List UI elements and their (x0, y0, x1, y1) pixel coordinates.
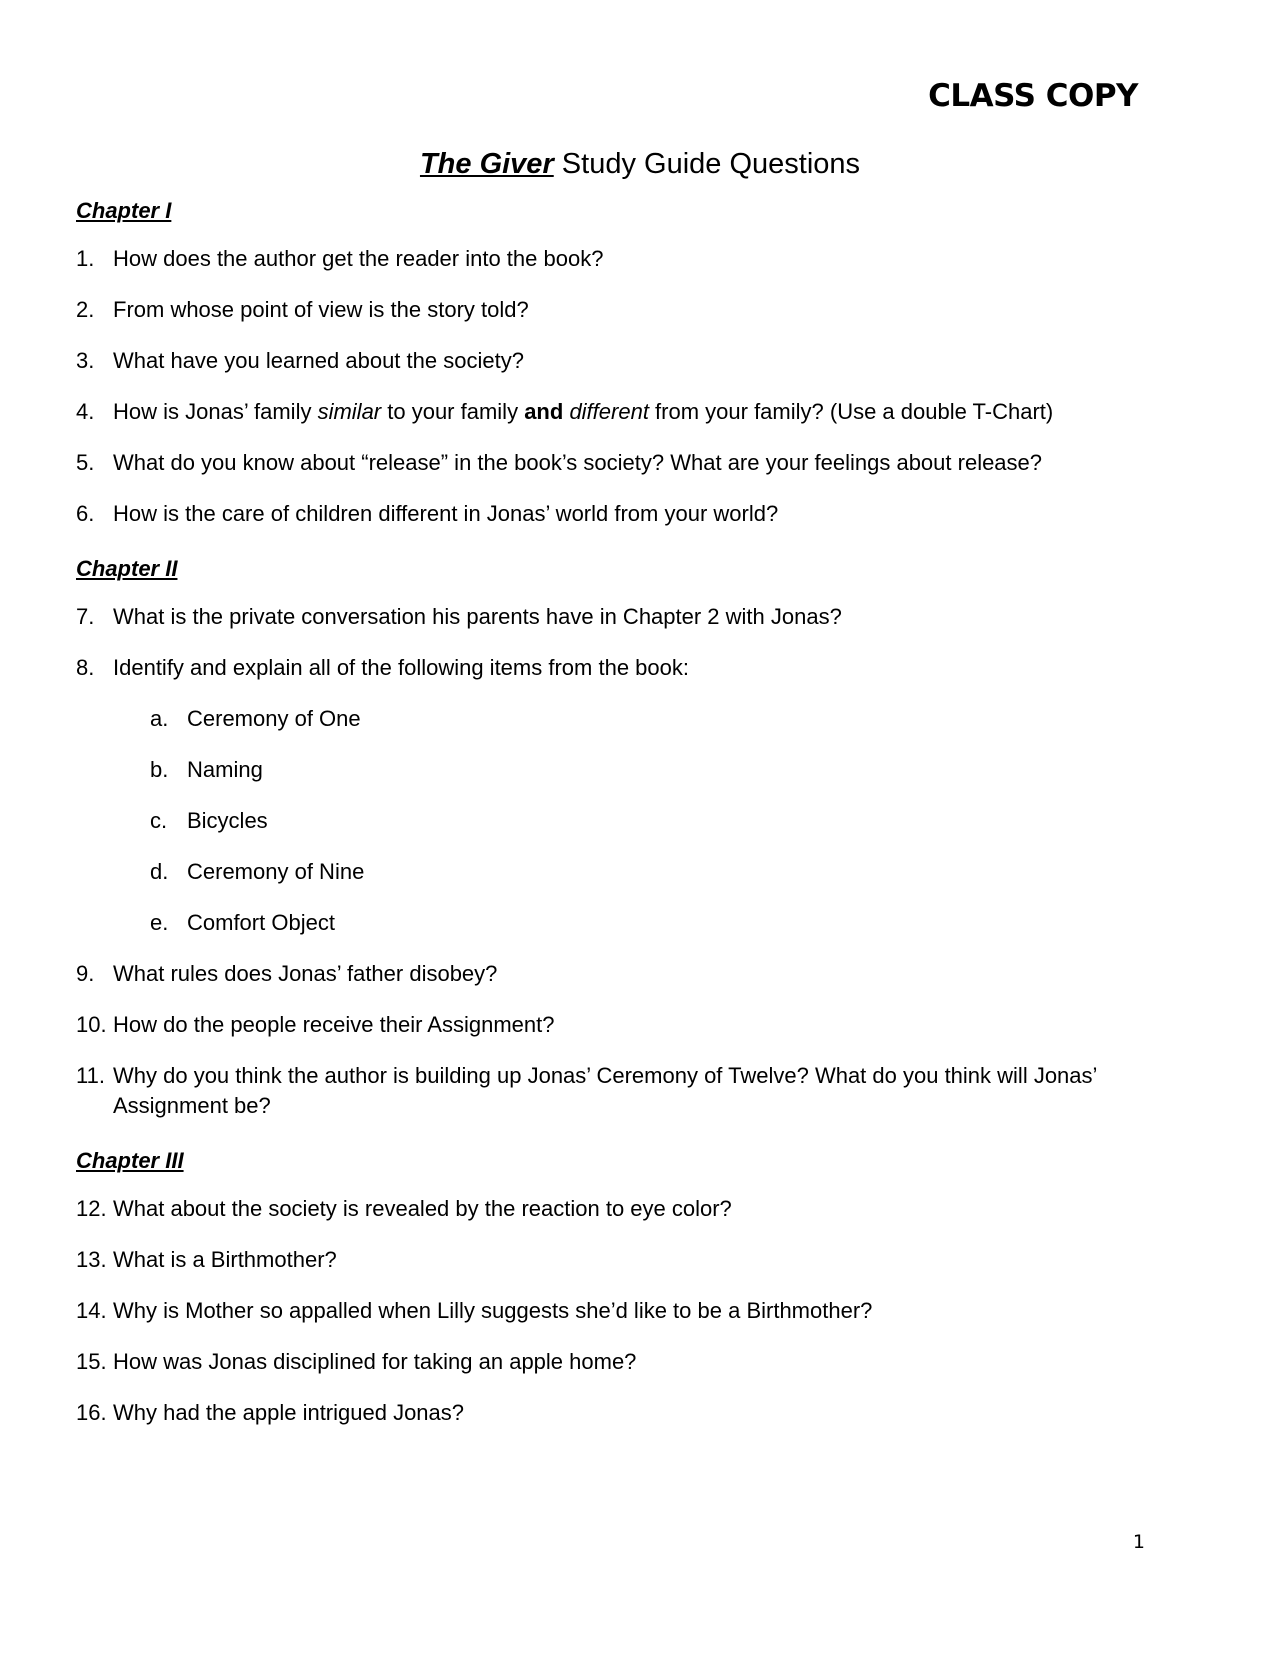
question-number: 13. (76, 1247, 107, 1272)
question-5 (76, 448, 1176, 478)
title-suffix: Study Guide Questions (553, 148, 861, 180)
sub-item-text: Bicycles (187, 808, 268, 833)
question-text: Why do you think the author is building up Jonas’ Ceremony of Twelve? What do you think will Jonas’ Assignment be? (113, 1063, 1097, 1118)
sub-item-a (150, 704, 361, 734)
question-number: 6. (76, 501, 95, 526)
question-text: From whose point of view is the story told? (113, 297, 529, 322)
text-segment: to your family (381, 399, 525, 424)
question-13 (76, 1245, 1176, 1275)
text-emphasis-similar: similar (317, 399, 382, 424)
question-2 (76, 295, 1176, 325)
sub-item-b (150, 755, 263, 785)
page-number: 1 (1132, 1531, 1145, 1553)
question-3 (76, 346, 1176, 376)
question-number: 7. (76, 604, 95, 629)
sub-item-letter: a. (150, 706, 169, 731)
text-segment: from your family? (Use a double T-Chart) (648, 399, 1054, 424)
page-title (0, 148, 1280, 181)
question-text: How do the people receive their Assignment? (113, 1012, 555, 1037)
question-text: What about the society is revealed by the reaction to eye color? (113, 1196, 732, 1221)
question-text: What is the private conversation his parents have in Chapter 2 with Jonas? (113, 604, 842, 629)
chapter-heading-3: Chapter III (76, 1148, 184, 1173)
question-11 (76, 1061, 1176, 1121)
question-text (113, 397, 1176, 427)
book-title: The Giver (419, 148, 554, 180)
question-text: How does the author get the reader into the book? (113, 246, 604, 271)
question-number: 5. (76, 450, 95, 475)
question-text: Why had the apple intrigued Jonas? (113, 1400, 465, 1425)
question-text: Identify and explain all of the following items from the book: (113, 655, 689, 680)
question-16 (76, 1398, 1176, 1428)
question-text: What rules does Jonas’ father disobey? (113, 961, 498, 986)
question-1 (76, 244, 1176, 274)
chapter-heading-1: Chapter I (76, 198, 172, 223)
question-text: How is the care of children different in Jonas’ world from your world? (113, 501, 779, 526)
question-12 (76, 1194, 1176, 1224)
question-number: 9. (76, 961, 95, 986)
sub-item-letter: d. (150, 859, 169, 884)
question-text: What is a Birthmother? (113, 1247, 337, 1272)
question-14 (76, 1296, 1176, 1326)
chapter-heading-2: Chapter II (76, 556, 178, 581)
sub-item-d (150, 857, 364, 887)
sub-item-letter: b. (150, 757, 169, 782)
question-number: 2. (76, 297, 95, 322)
question-number: 15. (76, 1349, 107, 1374)
sub-item-letter: c. (150, 808, 168, 833)
question-text: What have you learned about the society? (113, 348, 524, 373)
question-6 (76, 499, 1176, 529)
question-number: 16. (76, 1400, 107, 1425)
text-segment: How is Jonas’ family (113, 399, 318, 424)
question-number: 12. (76, 1196, 107, 1221)
question-number: 3. (76, 348, 95, 373)
question-9 (76, 959, 1176, 989)
question-10 (76, 1010, 1176, 1040)
question-15 (76, 1347, 1176, 1377)
question-number: 11. (76, 1063, 105, 1088)
question-8 (76, 653, 1176, 683)
question-text: Why is Mother so appalled when Lilly suggests she’d like to be a Birthmother? (113, 1298, 873, 1323)
question-text: What do you know about “release” in the book’s society? What are your feelings about release? (113, 450, 1043, 475)
sub-item-c (150, 806, 268, 836)
question-text: How was Jonas disciplined for taking an apple home? (113, 1349, 637, 1374)
question-number: 14. (76, 1298, 107, 1323)
text-emphasis-different: different (569, 399, 649, 424)
sub-item-text: Naming (187, 757, 263, 782)
question-4 (76, 397, 1176, 427)
question-number: 1. (76, 246, 95, 271)
sub-item-e (150, 908, 335, 938)
question-number: 8. (76, 655, 95, 680)
sub-item-letter: e. (150, 910, 169, 935)
question-number: 10. (76, 1012, 107, 1037)
sub-item-text: Ceremony of One (187, 706, 361, 731)
text-bold-and: and (524, 399, 564, 424)
question-7 (76, 602, 1176, 632)
sub-item-text: Comfort Object (187, 910, 335, 935)
sub-item-text: Ceremony of Nine (187, 859, 365, 884)
question-number: 4. (76, 399, 95, 424)
class-copy-label: CLASS COPY (928, 78, 1138, 114)
